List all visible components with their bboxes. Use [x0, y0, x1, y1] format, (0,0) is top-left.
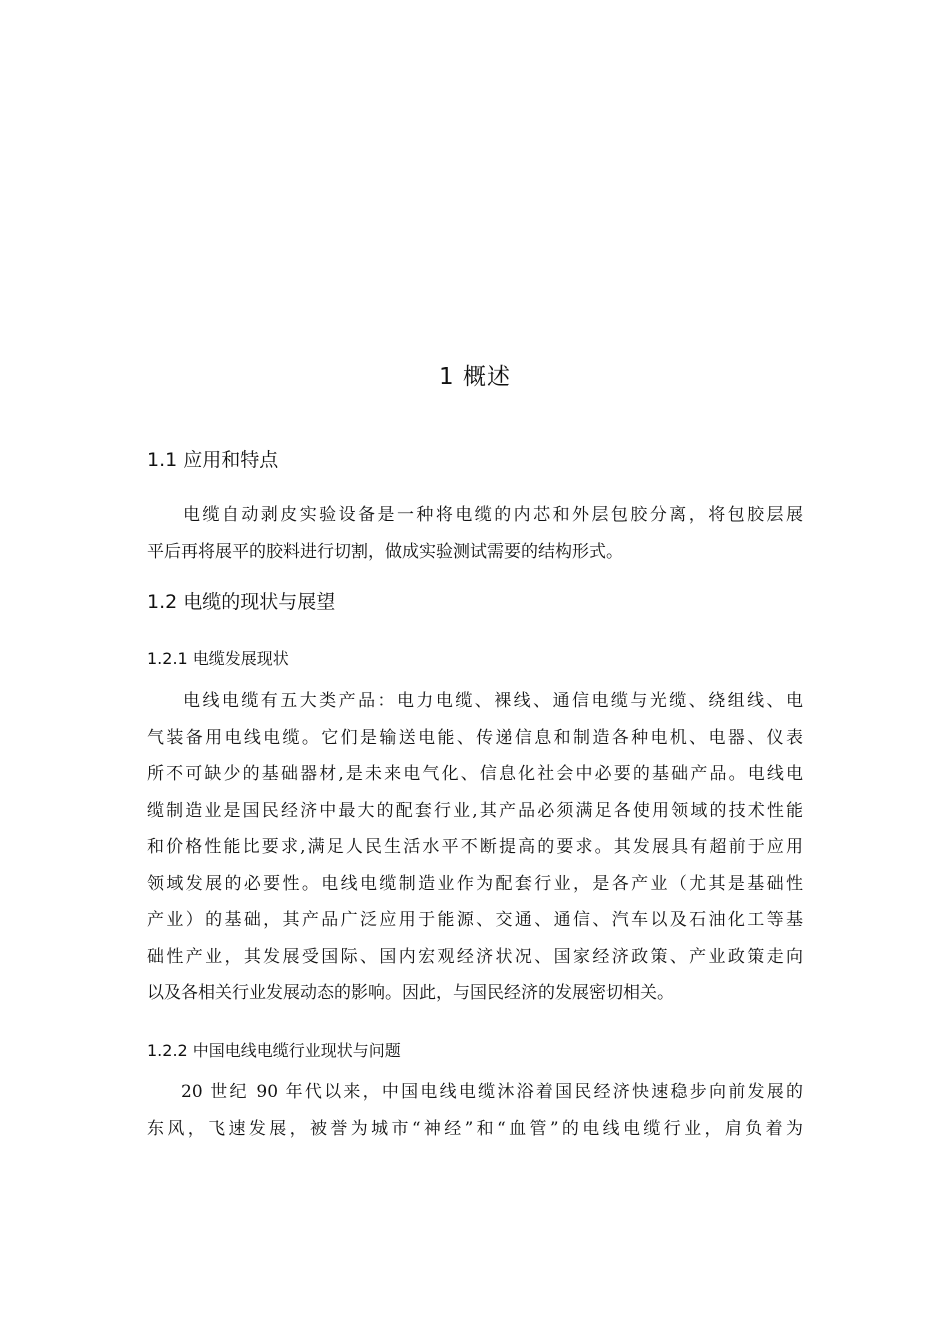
paragraph-line: 产业）的基础，其产品广泛应用于能源、交通、通信、汽车以及石油化工等基	[147, 910, 803, 930]
paragraph-line: 电线电缆有五大类产品：电力电缆、裸线、通信电缆与光缆、绕组线、电	[183, 691, 803, 711]
section-heading-1-2: 1.2 电缆的现状与展望	[147, 591, 336, 613]
paragraph-line: 和价格性能比要求,满足人民生活水平不断提高的要求。其发展具有超前于应用	[147, 837, 803, 857]
section-1-1-paragraph	[147, 497, 803, 570]
section-heading-1-2-1: 1.2.1 电缆发展现状	[147, 649, 289, 668]
paragraph-line: 础性产业，其发展受国际、国内宏观经济状况、国家经济政策、产业政策走向	[147, 946, 803, 967]
paragraph-line: 20 世纪 90 年代以来，中国电线电缆沐浴着国民经济快速稳步向前发展的	[181, 1082, 803, 1102]
section-1-2-2-paragraph	[147, 1074, 803, 1147]
paragraph-line: 气装备用电线电缆。它们是输送电能、传递信息和制造各种电机、电器、仪表	[147, 727, 803, 748]
paragraph-line: 领域发展的必要性。电线电缆制造业作为配套行业，是各产业（尤其是基础性	[147, 873, 803, 894]
paragraph-line: 以及各相关行业发展动态的影响。因此，与国民经济的发展密切相关。	[147, 983, 674, 1003]
paragraph-line: 东风，飞速发展，被誉为城市“神经”和“血管”的电线电缆行业，肩负着为	[147, 1118, 803, 1139]
section-1-2-1-paragraph	[147, 683, 803, 1012]
paragraph-line: 缆制造业是国民经济中最大的配套行业,其产品必须满足各使用领域的技术性能	[147, 800, 803, 821]
paragraph-line: 所不可缺少的基础器材,是未来电气化、信息化社会中必要的基础产品。电线电	[147, 764, 803, 784]
section-heading-1-2-2: 1.2.2 中国电线电缆行业现状与问题	[147, 1041, 401, 1060]
paragraph-line: 平后再将展平的胶料进行切割，做成实验测试需要的结构形式。	[147, 541, 623, 562]
chapter-title: 1 概述	[439, 364, 511, 390]
paragraph-line: 电缆自动剥皮实验设备是一种将电缆的内芯和外层包胶分离，将包胶层展	[183, 505, 803, 525]
section-heading-1-1: 1.1 应用和特点	[147, 449, 279, 471]
